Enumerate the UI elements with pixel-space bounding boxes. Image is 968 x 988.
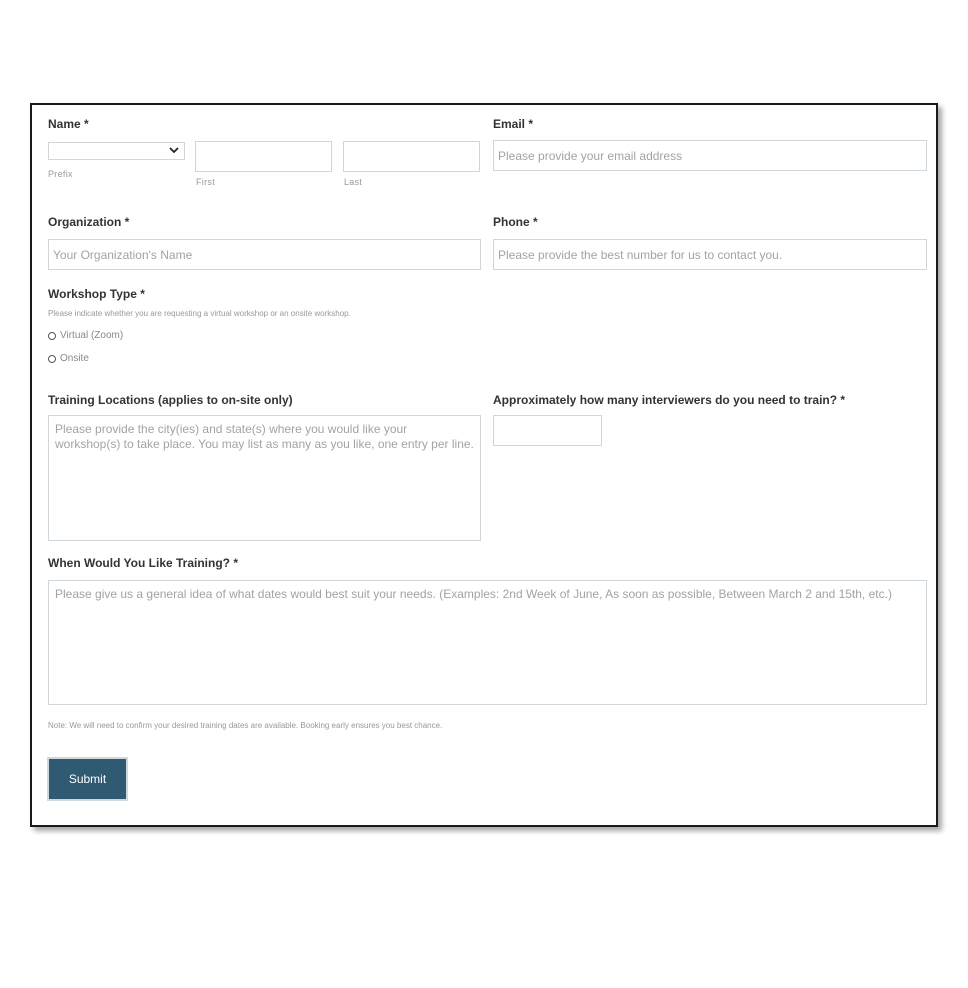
chevron-down-icon xyxy=(168,145,180,155)
radio-option-label: Virtual (Zoom) xyxy=(60,330,124,341)
last-name-input[interactable] xyxy=(343,141,480,172)
prefix-select[interactable] xyxy=(48,142,185,160)
radio-icon[interactable] xyxy=(48,332,56,340)
radio-option-label: Onsite xyxy=(60,353,89,364)
radio-option-virtual[interactable] xyxy=(48,330,123,341)
contact-form xyxy=(30,103,938,827)
interviewers-input[interactable] xyxy=(493,415,602,446)
organization-label: Organization * xyxy=(48,215,130,229)
training-locations-label: Training Locations (applies to on-site only) xyxy=(48,393,293,407)
organization-input[interactable] xyxy=(48,239,481,270)
workshop-type-help: Please indicate whether you are requesting a virtual workshop or an onsite workshop. xyxy=(48,309,351,318)
radio-option-onsite[interactable] xyxy=(48,353,89,364)
email-label: Email * xyxy=(493,117,534,131)
interviewers-label: Approximately how many interviewers do you need to train? * xyxy=(493,393,846,407)
submit-button[interactable]: Submit xyxy=(47,757,128,801)
name-label: Name * xyxy=(48,117,89,131)
first-sublabel: First xyxy=(196,177,215,187)
note-text: Note: We will need to confirm your desired training dates are available. Booking early ensures you best chance. xyxy=(48,721,443,730)
last-sublabel: Last xyxy=(344,177,363,187)
workshop-type-label: Workshop Type * xyxy=(48,287,145,301)
prefix-sublabel: Prefix xyxy=(48,169,73,179)
phone-label: Phone * xyxy=(493,215,538,229)
first-name-input[interactable] xyxy=(195,141,332,172)
when-training-label: When Would You Like Training? * xyxy=(48,556,239,570)
radio-icon[interactable] xyxy=(48,355,56,363)
training-locations-textarea[interactable] xyxy=(48,415,481,541)
email-input[interactable] xyxy=(493,140,927,171)
when-training-textarea[interactable] xyxy=(48,580,927,705)
phone-input[interactable] xyxy=(493,239,927,270)
